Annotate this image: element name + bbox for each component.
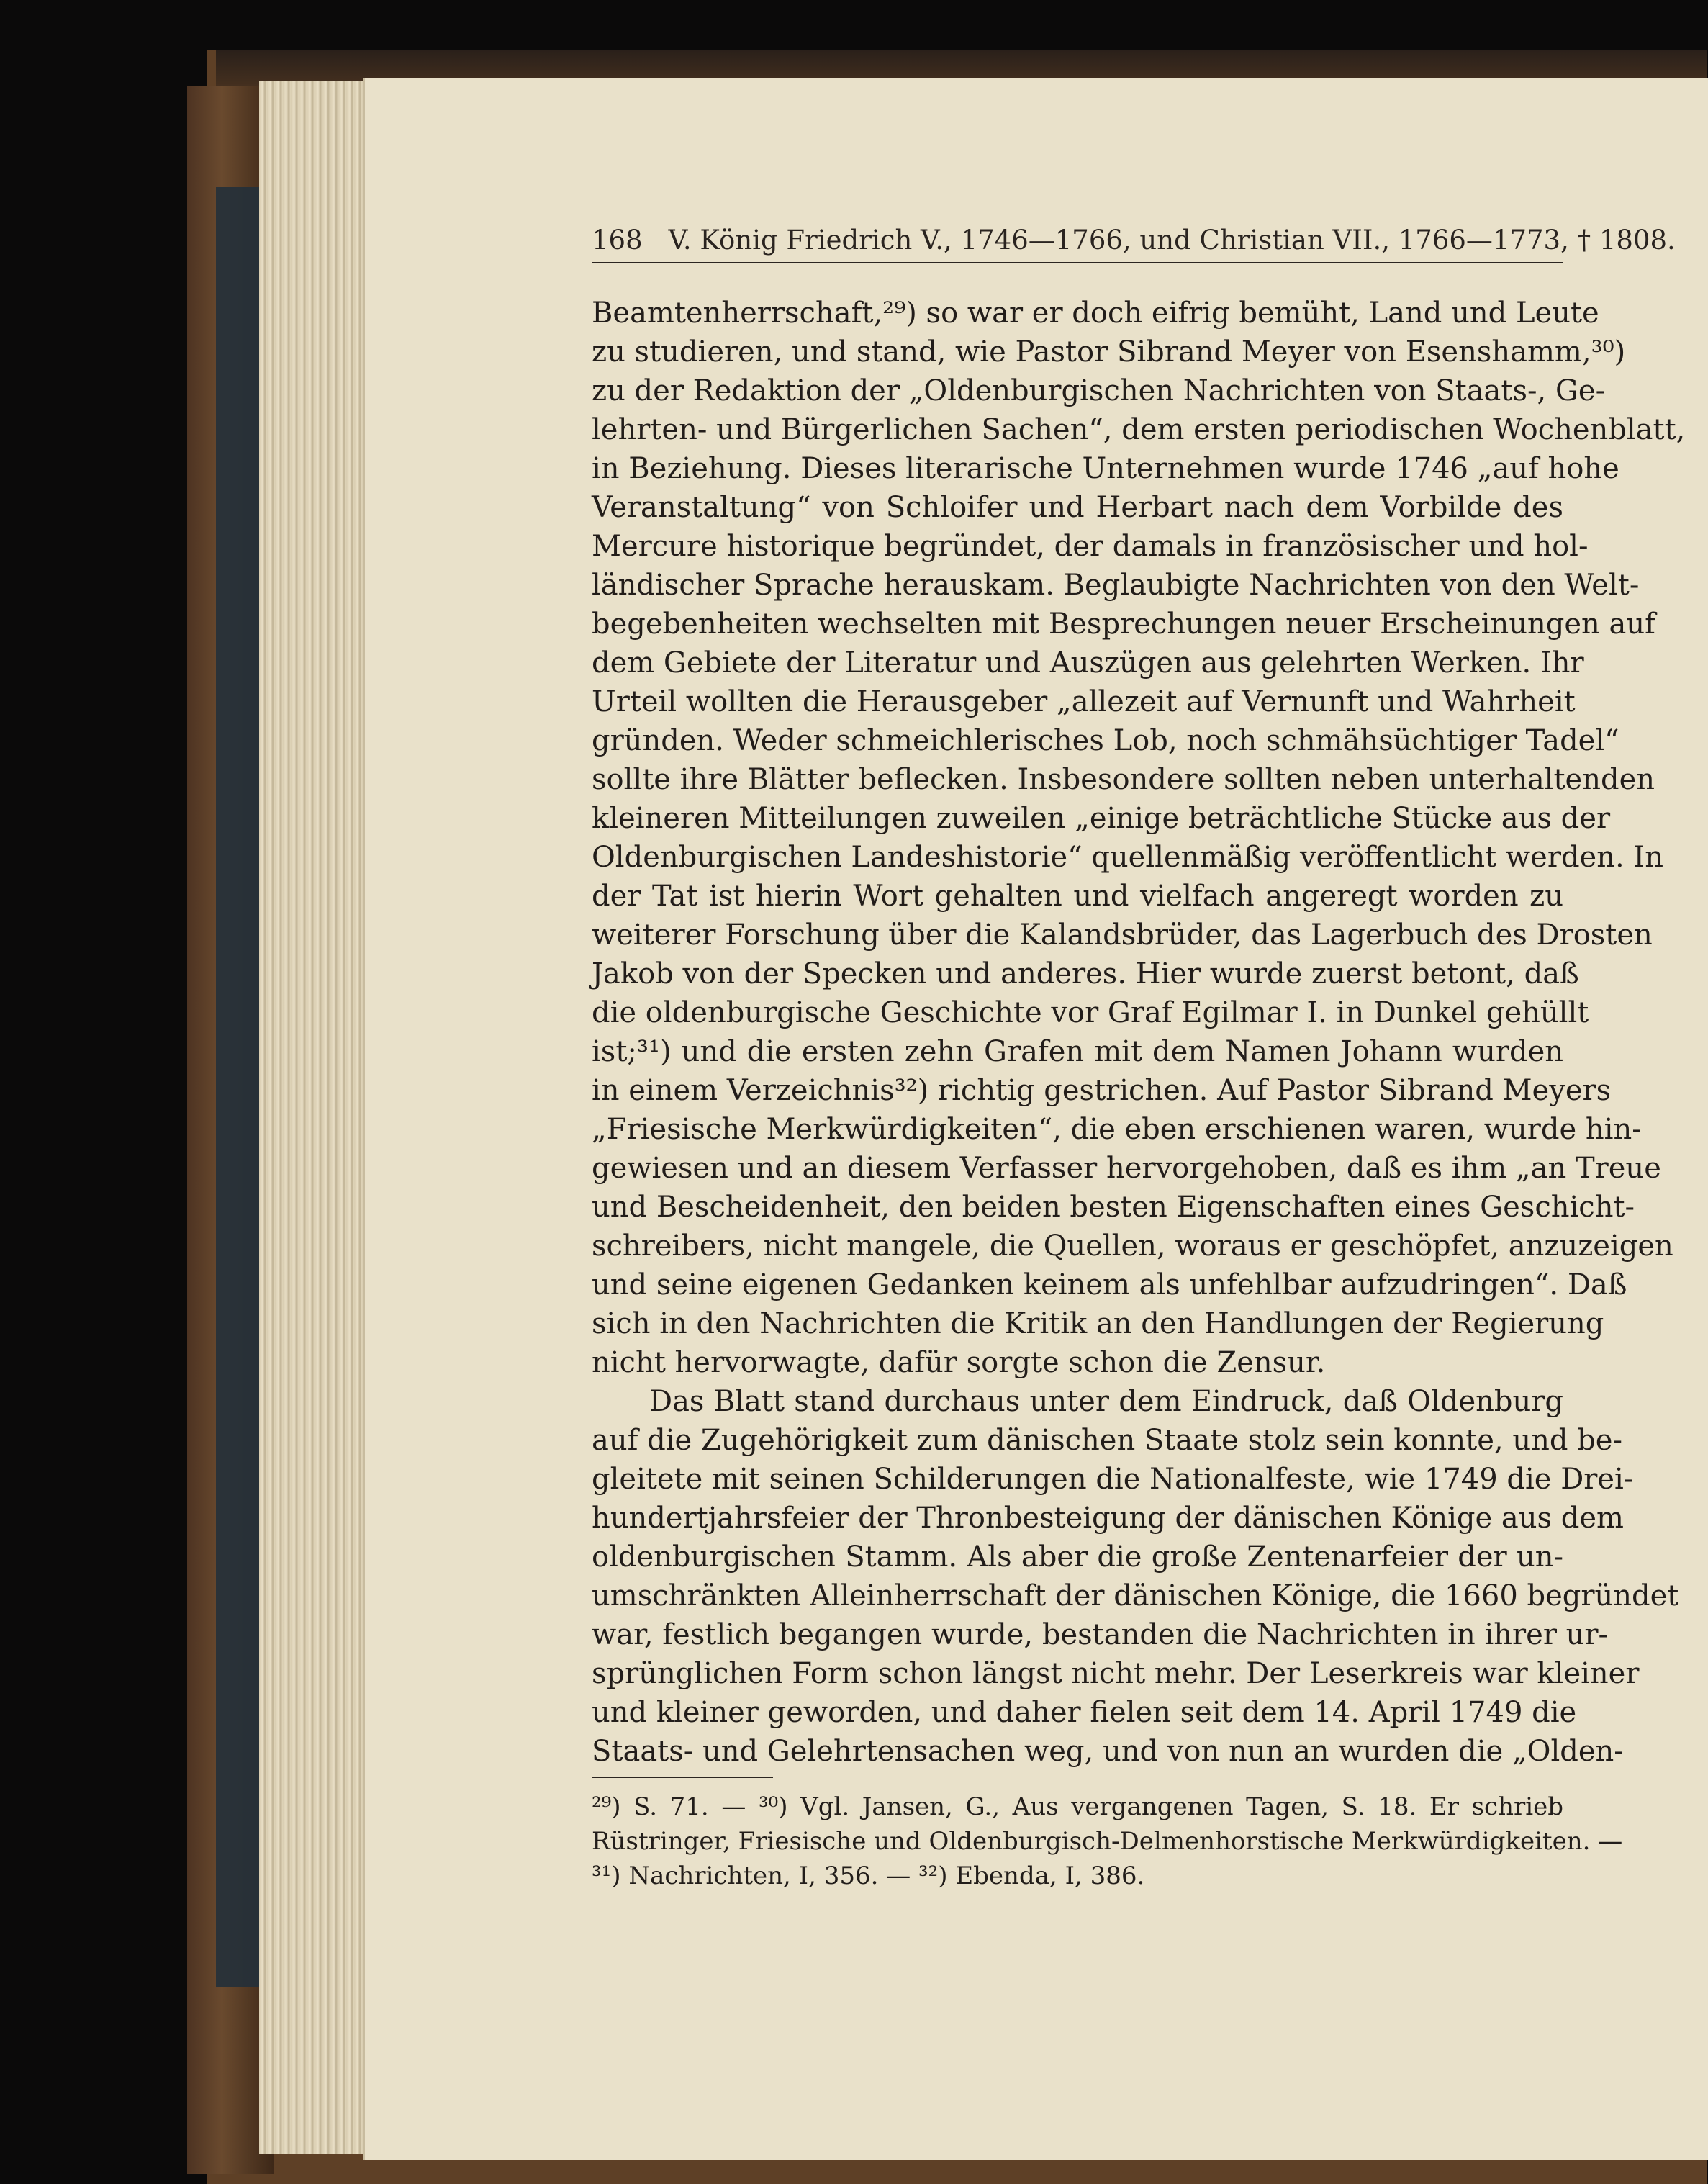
text-line: sich in den Nachrichten die Kritik an den Handlungen der Regierung — [592, 1307, 1604, 1340]
text-line: in einem Verzeichnis³²) richtig gestrichen. Auf Pastor Sibrand Meyers — [592, 1074, 1612, 1107]
footnote-rule — [592, 1777, 773, 1778]
text-line: umschränkten Alleinherrschaft der dänischen Könige, die 1660 begründet — [592, 1579, 1679, 1612]
text-line: lehrten- und Bürgerlichen Sachen“, dem ersten periodischen Wochenblatt, — [592, 413, 1686, 446]
text-line: Oldenburgischen Landeshistorie“ quellenmäßig veröffentlicht werden. In — [592, 841, 1663, 874]
text-line: sollte ihre Blätter beflecken. Insbesondere sollten neben unterhaltenden — [592, 763, 1655, 796]
text-line: zu studieren, und stand, wie Pastor Sibrand Meyer von Esenshamm,³⁰) — [592, 335, 1626, 369]
footnote-line: ³¹) Nachrichten, I, 356. — ³²) Ebenda, I, 386. — [592, 1862, 1145, 1890]
page-number: 168 — [592, 224, 643, 256]
text-line: begebenheiten wechselten mit Besprechungen neuer Erscheinungen auf — [592, 608, 1655, 641]
text-line: oldenburgischen Stamm. Als aber die große Zentenarfeier der un- — [592, 1540, 1563, 1574]
text-line: und seine eigenen Gedanken keinem als unfehlbar aufzudringen“. Daß — [592, 1268, 1627, 1301]
text-line: auf die Zugehörigkeit zum dänischen Staate stolz sein konnte, und be- — [592, 1424, 1622, 1457]
text-line: gleitete mit seinen Schilderungen die Nationalfeste, wie 1749 die Drei- — [592, 1463, 1634, 1496]
text-line: Urteil wollten die Herausgeber „allezeit auf Vernunft und Wahrheit — [592, 685, 1576, 718]
text-line: Veranstaltung“ von Schloifer und Herbart nach dem Vorbilde des — [592, 491, 1563, 524]
text-line: Jakob von der Specken und anderes. Hier wurde zuerst betont, daß — [592, 957, 1579, 991]
text-line: und Bescheidenheit, den beiden besten Eigenschaften eines Geschicht- — [592, 1191, 1635, 1224]
text-line: die oldenburgische Geschichte vor Graf Egilmar I. in Dunkel gehüllt — [592, 996, 1589, 1029]
text-line: sprünglichen Form schon längst nicht mehr. Der Leserkreis war kleiner — [592, 1657, 1640, 1690]
text-line: in Beziehung. Dieses literarische Unternehmen wurde 1746 „auf hohe — [592, 452, 1619, 485]
text-line: ist;³¹) und die ersten zehn Grafen mit dem Namen Johann wurden — [592, 1035, 1563, 1068]
spine-cloth — [216, 187, 259, 1987]
text-line: gewiesen und an diesem Verfasser hervorgehoben, daß es ihm „an Treue — [592, 1152, 1661, 1185]
text-line: der Tat ist hierin Wort gehalten und vielfach angeregt worden zu — [592, 880, 1563, 913]
footnote-line: Rüstringer, Friesische und Oldenburgisch-Delmenhorstische Merkwürdigkeiten. — — [592, 1827, 1623, 1856]
text-line: Das Blatt stand durchaus unter dem Eindruck, daß Oldenburg — [649, 1385, 1563, 1418]
text-line: hundertjahrsfeier der Thronbesteigung der dänischen Könige aus dem — [592, 1502, 1624, 1535]
text-line: war, festlich begangen wurde, bestanden die Nachrichten in ihrer ur- — [592, 1618, 1609, 1651]
text-line: weiterer Forschung über die Kalandsbrüder, das Lagerbuch des Drosten — [592, 919, 1653, 952]
text-line: zu der Redaktion der „Oldenburgischen Nachrichten von Staats-, Ge- — [592, 374, 1606, 407]
text-line: ländischer Sprache herauskam. Beglaubigte Nachrichten von den Welt- — [592, 569, 1640, 602]
text-line: Mercure historique begründet, der damals in französischer und hol- — [592, 530, 1589, 563]
text-line: nicht hervorwagte, dafür sorgte schon die Zensur. — [592, 1346, 1326, 1379]
running-title: V. König Friedrich V., 1746—1766, und Christian VII., 1766—1773, † 1808. — [668, 224, 1676, 256]
text-line: gründen. Weder schmeichlerisches Lob, noch schmähsüchtiger Tadel“ — [592, 724, 1619, 757]
footnote-line: ²⁹) S. 71. — ³⁰) Vgl. Jansen, G., Aus vergangenen Tagen, S. 18. Er schrieb — [592, 1792, 1563, 1821]
text-line: „Friesische Merkwürdigkeiten“, die eben erschienen waren, wurde hin- — [592, 1113, 1642, 1146]
text-line: Staats- und Gelehrtensachen weg, und von nun an wurden die „Olden- — [592, 1735, 1624, 1768]
footnotes — [592, 1790, 1623, 1893]
body-text — [592, 294, 1686, 1771]
text-line: schreibers, nicht mangele, die Quellen, woraus er geschöpfet, anzuzeigen — [592, 1229, 1673, 1263]
running-header — [592, 217, 1676, 263]
text-line: kleineren Mitteilungen zuweilen „einige beträchtliche Stücke aus der — [592, 802, 1611, 835]
text-line: dem Gebiete der Literatur und Auszügen aus gelehrten Werken. Ihr — [592, 646, 1584, 680]
text-line: und kleiner geworden, und daher fielen seit dem 14. April 1749 die — [592, 1696, 1577, 1729]
text-line: Beamtenherrschaft,²⁹) so war er doch eifrig bemüht, Land und Leute — [592, 297, 1599, 330]
